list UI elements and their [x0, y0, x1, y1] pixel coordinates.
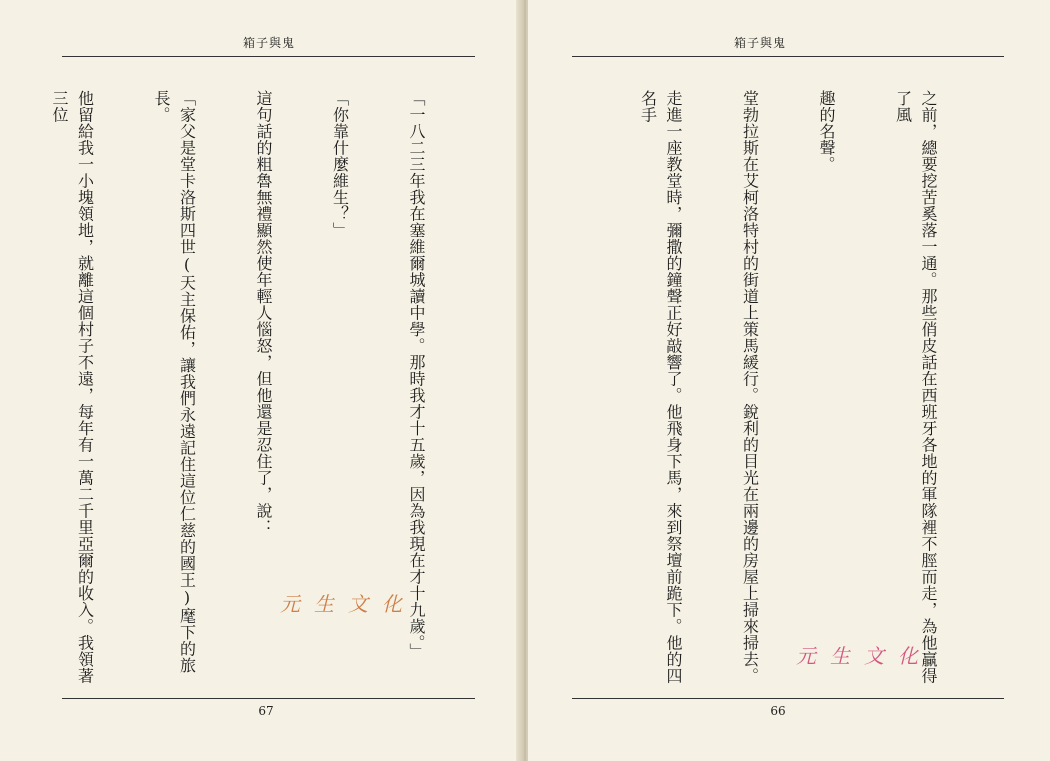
left-page [0, 0, 522, 761]
text-column: 他留給我一小塊領地，就離這個村子不遠，每年有一萬二千里亞爾的收入。我領著三位 [50, 90, 95, 684]
footer-rule [572, 698, 1004, 699]
text-column: 「一八二三年我在塞維爾城讀中學。那時我才十五歲，因為我現在才十九歲。」 [407, 90, 426, 660]
running-head: 箱子與鬼 [733, 36, 786, 50]
text-column: 這句話的粗魯無禮顯然使年輕人惱怒，但他還是忍住了，說： [254, 90, 273, 536]
body-text [596, 90, 992, 690]
page-number: 66 [770, 704, 786, 718]
publisher-watermark: 元生文化 [280, 592, 416, 616]
page-number: 67 [258, 704, 274, 718]
text-column: 「你靠什麼維生？」 [330, 90, 350, 239]
publisher-watermark: 元生文化 [796, 644, 932, 668]
text-column: 之前，總要挖苦奚落一通。那些俏皮話在西班牙各地的軍隊裡不脛而走，為他贏得了風 [893, 90, 938, 684]
text-column: 堂勃拉斯在艾柯洛特村的街道上策馬緩行。銳利的目光在兩邊的房屋上掃來掃去。 [740, 90, 760, 684]
header-rule [572, 56, 1004, 57]
text-column: 「家父是堂卡洛斯四世(天主保佑，讓我們永遠記住這位仁慈的國王)麾下的旅長。 [152, 90, 197, 674]
running-head: 箱子與鬼 [242, 36, 295, 50]
text-column: 走進一座教堂時，彌撒的鐘聲正好敲響了。他飛身下馬，來到祭壇前跪下。他的四名手 [638, 90, 683, 684]
header-rule [62, 56, 475, 57]
footer-rule [62, 698, 475, 699]
right-page [528, 0, 1050, 761]
text-column: 趣的名聲。 [817, 90, 836, 173]
